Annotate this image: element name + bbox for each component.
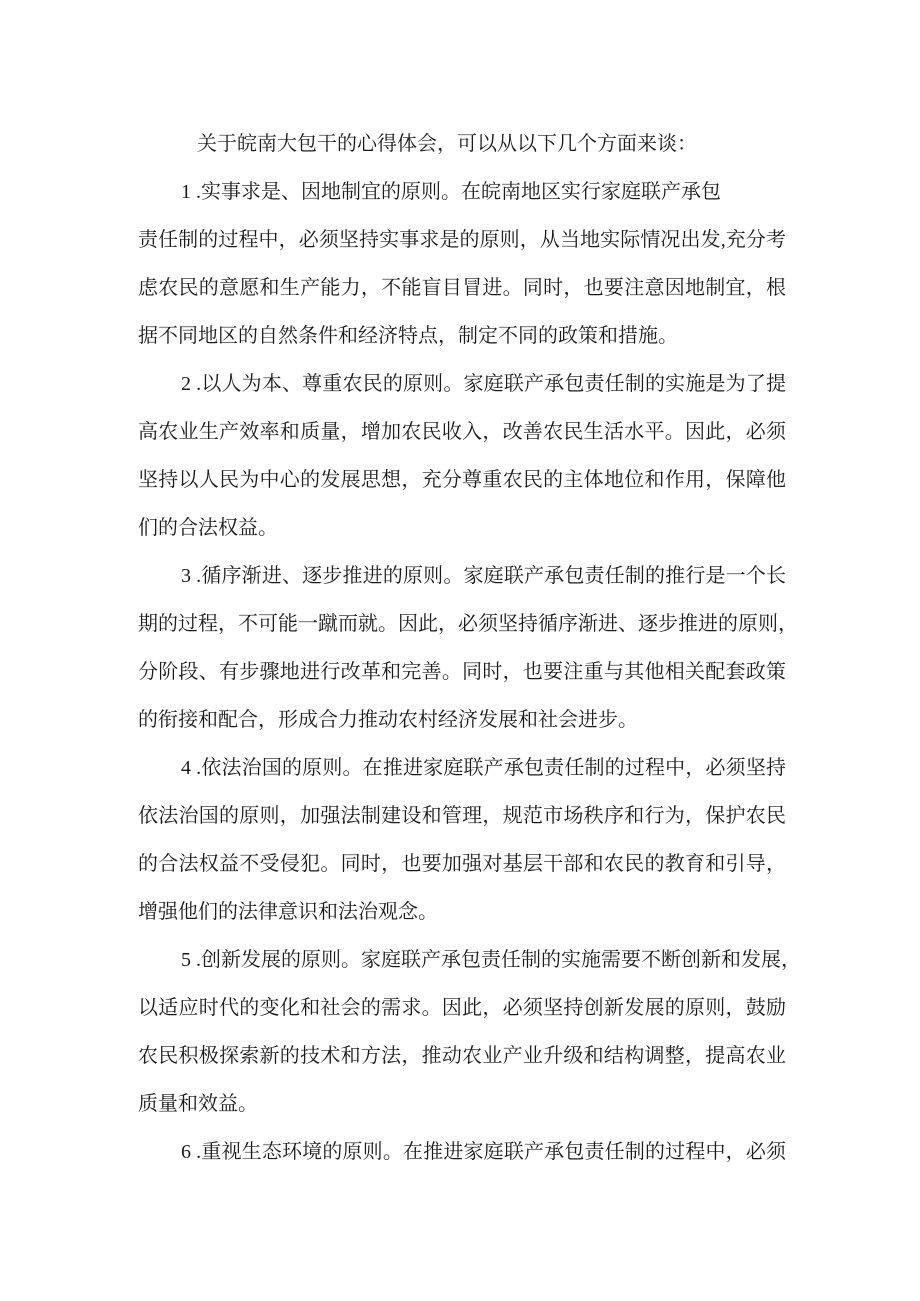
paragraph-1 bbox=[138, 168, 786, 360]
text-line: 质量和效益。 bbox=[138, 1093, 258, 1115]
text-line: 6 .重视生态环境的原则。在推进家庭联产承包责任制的过程中，必须 bbox=[181, 1141, 786, 1163]
paragraph-2 bbox=[138, 360, 786, 552]
text-line: 责任制的过程中，必须坚持实事求是的原则，从当地实际情况出发,充分考 bbox=[138, 229, 786, 251]
text-line: 期的过程，不可能一蹴而就。因此，必须坚持循序渐进、逐步推进的原则， bbox=[138, 613, 798, 635]
paragraph-6 bbox=[138, 1128, 786, 1176]
text-line: 的合法权益不受侵犯。同时，也要加强对基层干部和农民的教育和引导， bbox=[138, 853, 786, 875]
text-line: 4 .依法治国的原则。在推进家庭联产承包责任制的过程中，必须坚持 bbox=[181, 757, 786, 779]
text-line: 据不同地区的自然条件和经济特点，制定不同的政策和措施。 bbox=[138, 325, 678, 347]
text-line: 以适应时代的变化和社会的需求。因此，必须坚持创新发展的原则，鼓励 bbox=[138, 997, 786, 1019]
text-line: 关于皖南大包干的心得体会，可以从以下几个方面来谈： bbox=[197, 133, 697, 155]
paragraph-3 bbox=[138, 552, 798, 744]
text-line: 1 .实事求是、因地制宜的原则。在皖南地区实行家庭联产承包 bbox=[181, 181, 721, 203]
text-line: 2 .以人为本、尊重农民的原则。家庭联产承包责任制的实施是为了提 bbox=[181, 373, 786, 395]
text-line: 坚持以人民为中心的发展思想，充分尊重农民的主体地位和作用，保障他 bbox=[138, 469, 786, 491]
text-line: 依法治国的原则，加强法制建设和管理，规范市场秩序和行为，保护农民 bbox=[138, 805, 786, 827]
text-line: 们的合法权益。 bbox=[138, 517, 278, 539]
text-line: 3 .循序渐进、逐步推进的原则。家庭联产承包责任制的推行是一个长 bbox=[181, 565, 786, 587]
text-line: 增强他们的法律意识和法治观念。 bbox=[138, 901, 438, 923]
paragraph-intro bbox=[138, 120, 786, 168]
paragraph-4 bbox=[138, 744, 786, 936]
text-line: 农民积极探索新的技术和方法，推动农业产业升级和结构调整，提高农业 bbox=[138, 1045, 786, 1067]
text-line: 5 .创新发展的原则。家庭联产承包责任制的实施需要不断创新和发展， bbox=[181, 949, 801, 971]
text-line: 高农业生产效率和质量，增加农民收入，改善农民生活水平。因此，必须 bbox=[138, 421, 786, 443]
text-line: 的衔接和配合，形成合力推动农村经济发展和社会进步。 bbox=[138, 709, 638, 731]
text-line: 分阶段、有步骤地进行改革和完善。同时，也要注重与其他相关配套政策 bbox=[138, 661, 786, 683]
paragraph-5 bbox=[138, 936, 801, 1128]
document-body bbox=[138, 120, 801, 1176]
text-line: 虑农民的意愿和生产能力，不能盲目冒进。同时，也要注意因地制宜，根 bbox=[138, 277, 786, 299]
